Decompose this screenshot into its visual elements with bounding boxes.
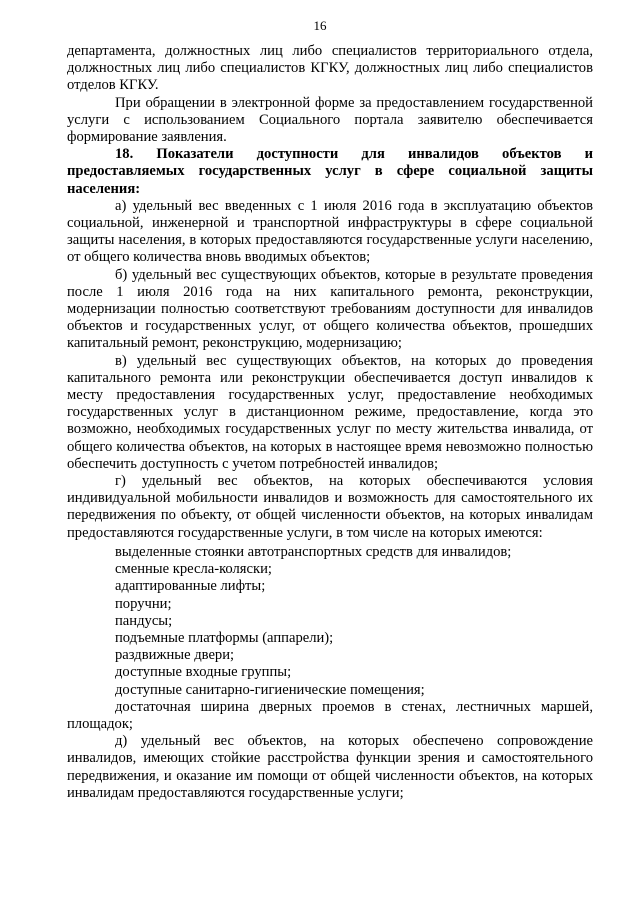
list-item: поручни; bbox=[115, 595, 172, 612]
list-item: выделенные стоянки автотранспортных средств для инвалидов; bbox=[115, 543, 512, 560]
document-body bbox=[67, 43, 593, 802]
list-item: сменные кресла-коляски; bbox=[115, 561, 272, 578]
paragraph-item-a: а) удельный вес введенных с 1 июля 2016 года в эксплуатацию объектов социальной, инженерной и транспортной инфраструктуры в сфере социальной защиты населения, в которых предоставляются государственные услуги населению, от общего количества вновь вводимых объектов; bbox=[67, 197, 593, 266]
section-18-heading: 18. Показатели доступности для инвалидов объектов и предоставляемых государственных услуг в сфере социальной защиты населения: bbox=[67, 146, 593, 197]
list-item: раздвижные двери; bbox=[115, 647, 235, 664]
paragraph-item-v: в) удельный вес существующих объектов, на которых до проведения капитального ремонта или реконструкции обеспечивается доступ инвалидов к месту предоставления государственных услуг, предоставление необходимых государственных услуг в дистанционном режиме, предоставление, когда это возможно, необходимых государственных услуг по месту жительства инвалида, от общего количества объектов, на которых в настоящее время невозможно полностью обеспечить доступность с учетом потребностей инвалидов; bbox=[67, 352, 593, 472]
paragraph-doorway-width: достаточная ширина дверных проемов в стенах, лестничных маршей, площадок; bbox=[67, 698, 593, 732]
list-item: адаптированные лифты; bbox=[115, 578, 266, 595]
list-item: доступные санитарно-гигиенические помещения; bbox=[115, 681, 425, 698]
paragraph-item-g: г) удельный вес объектов, на которых обеспечиваются условия индивидуальной мобильности инвалидов и возможность для самостоятельного их передвижения по объекту, от общей численности объектов, на которых инвалидам предоставляются государственные услуги, в том числе на которых имеются: bbox=[67, 473, 593, 541]
paragraph-item-d: д) удельный вес объектов, на которых обеспечено сопровождение инвалидов, имеющих стойкие расстройства функции зрения и самостоятельного передвижения, и оказание им помощи от общей численности объектов, на которых инвалидам предоставляются государственные услуги; bbox=[67, 733, 593, 801]
facilities-list bbox=[67, 544, 593, 699]
page-number: 16 bbox=[313, 18, 327, 33]
list-item: подъемные платформы (аппарели); bbox=[115, 629, 334, 646]
list-item: пандусы; bbox=[115, 612, 173, 629]
paragraph-continuation: департамента, должностных лиц либо специалистов территориального отдела, должностных лиц либо специалистов КГКУ, должностных лиц либо специалистов отделов КГКУ. bbox=[67, 43, 593, 94]
paragraph-item-b: б) удельный вес существующих объектов, которые в результате проведения после 1 июля 2016 года на них капитального ремонта, реконструкции, модернизации полностью соответствуют требованиям доступности для инвалидов объектов и государственных услуг, от общего количества объектов, прошедших капитальный ремонт, реконструкцию, модернизацию; bbox=[67, 266, 593, 352]
paragraph-electronic-form: При обращении в электронной форме за предоставлением государственной услуги с использованием Социального портала заявителю обеспечивается формирование заявления. bbox=[67, 94, 593, 146]
list-item: доступные входные группы; bbox=[115, 664, 292, 681]
